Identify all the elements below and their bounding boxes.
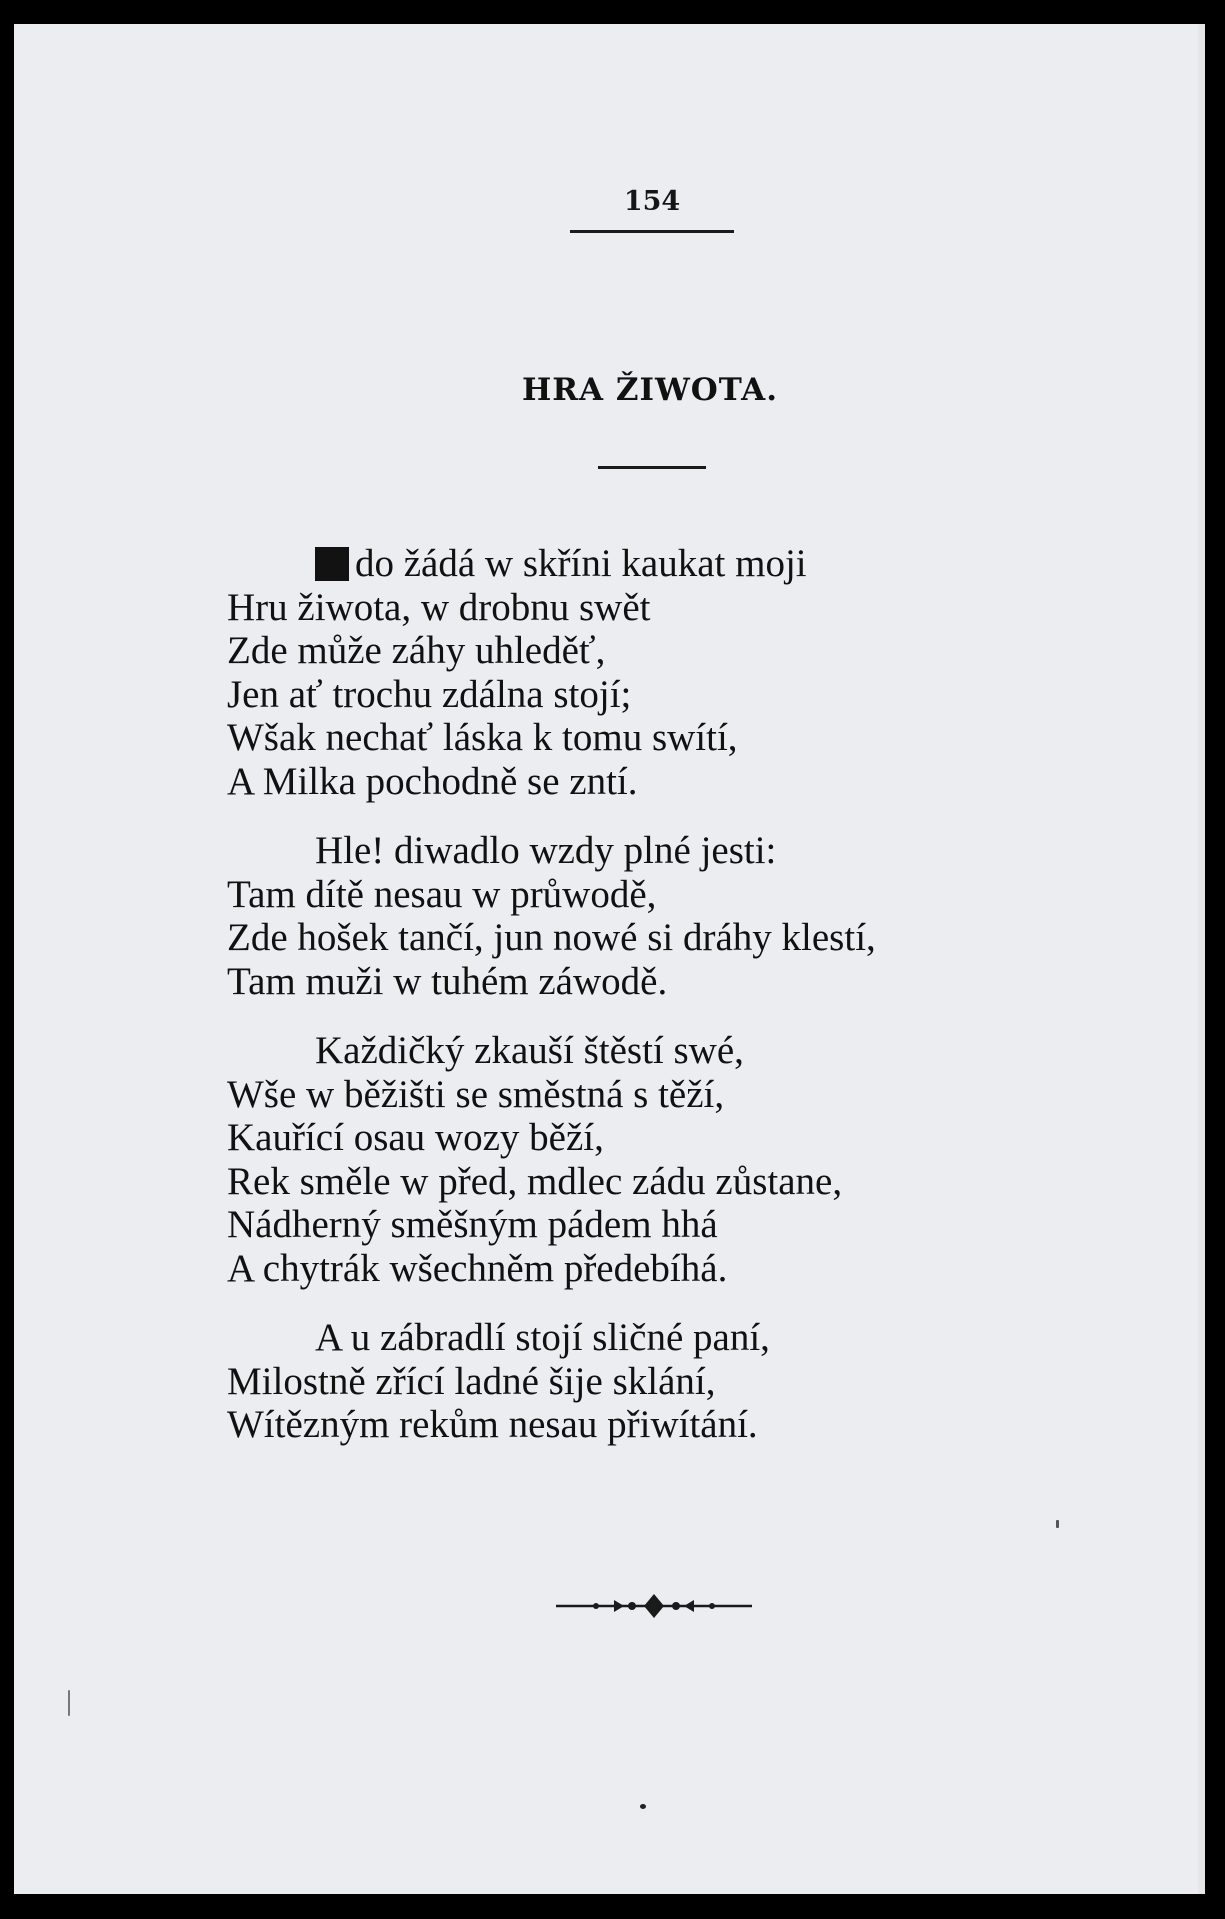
page-number: 154 xyxy=(623,186,681,217)
poem-line: Rek směle w před, mdlec zádu zůstane, xyxy=(227,1159,843,1203)
poem-line: Zde hošek tančí, jun nowé si dráhy klestí, xyxy=(227,916,876,959)
poem-line: Kauřící osau wozy běží, xyxy=(227,1116,604,1159)
ink-speck xyxy=(68,1690,70,1716)
poem-body xyxy=(227,542,1127,1473)
ornament-divider xyxy=(554,1588,754,1624)
poem-line: Wítězným rekům nesau přiwítání. xyxy=(227,1403,758,1446)
poem-line: Nádherný směšným pádem hhá xyxy=(227,1203,718,1246)
poem-title: HRA ŽIWOTA. xyxy=(521,372,779,408)
poem-line: Wšak nechať láska k tomu swítí, xyxy=(227,716,738,759)
poem-line: A Milka pochodně se zntí. xyxy=(227,759,638,803)
poem-line: K do žádá w skříni kaukat moji xyxy=(315,542,807,585)
header-rule xyxy=(570,230,734,233)
ink-speck xyxy=(1056,1520,1059,1528)
drop-cap: K xyxy=(315,547,349,581)
stanza-1 xyxy=(227,542,1127,803)
poem-line: A chytrák wšechněm předebíhá. xyxy=(227,1246,728,1290)
poem-line: Wše w běžišti se směstná s těží, xyxy=(227,1072,725,1116)
ink-speck xyxy=(640,1804,646,1809)
title-rule xyxy=(598,466,706,469)
poem-line: Tam muži w tuhém záwodě. xyxy=(227,959,668,1003)
stanza-2 xyxy=(227,829,1127,1003)
poem-line: Zde může záhy uhleděť, xyxy=(227,629,606,672)
poem-line: Každičký zkauší štěstí swé, xyxy=(315,1029,744,1072)
stanza-4 xyxy=(227,1316,1127,1447)
poem-line: Milostně zřící ladné šije sklání, xyxy=(227,1359,716,1403)
poem-line: Jen ať trochu zdálna stojí; xyxy=(227,672,632,716)
poem-line: A u zábradlí stojí sličné paní, xyxy=(315,1316,770,1359)
poem-line: Hle! diwadlo wzdy plné jesti: xyxy=(315,829,777,872)
page-edge xyxy=(1198,24,1205,1894)
stanza-3 xyxy=(227,1029,1127,1290)
poem-line: Hru žiwota, w drobnu swět xyxy=(227,585,651,629)
poem-line: Tam dítě nesau w průwodě, xyxy=(227,872,657,916)
